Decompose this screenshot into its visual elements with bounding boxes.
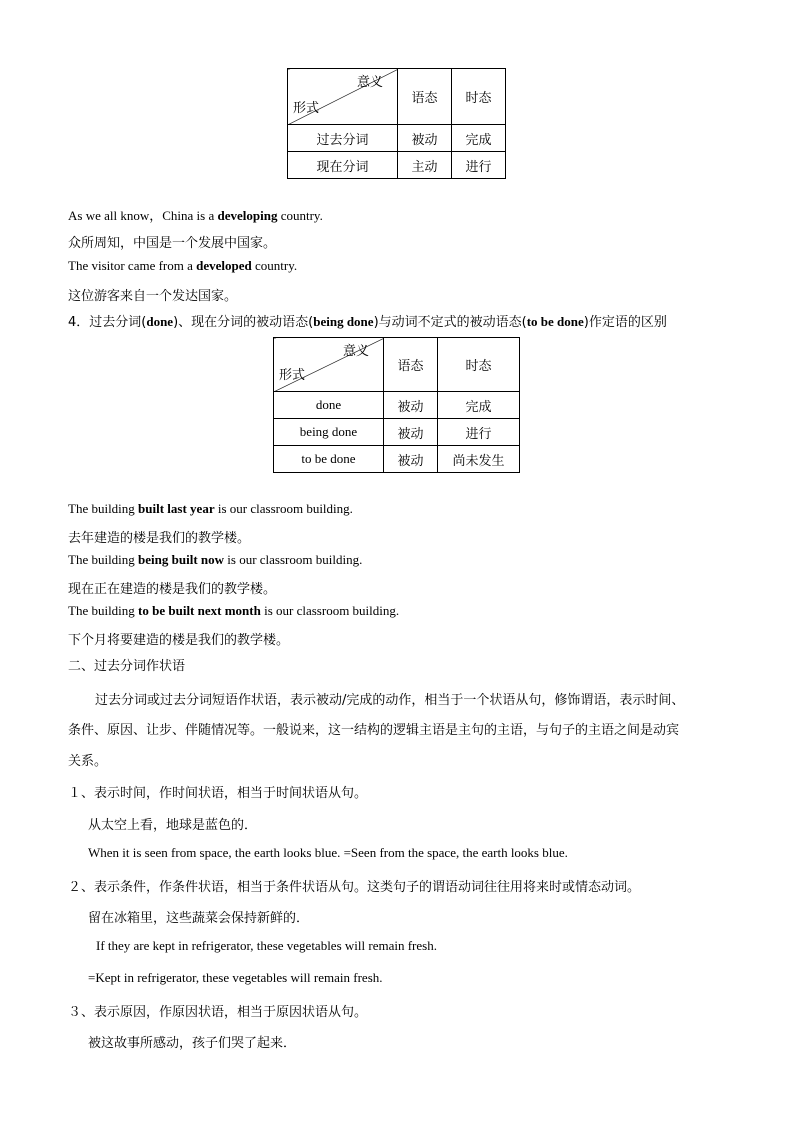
example-sentence-zh: 留在冰箱里，这些蔬菜会保持新鲜的． <box>88 911 310 926</box>
attributive-form-table <box>273 337 520 473</box>
example-sentence-en: As we all know，China is a developing country. <box>68 208 323 223</box>
cell-voice: 被动 <box>384 419 438 446</box>
table-row <box>274 419 520 446</box>
item-title: １、表示时间，作时间状语，相当于时间状语从句。 <box>68 786 368 801</box>
section-title: 二、过去分词作状语 <box>68 659 186 674</box>
example-sentence-zh: 去年建造的楼是我们的教学楼。 <box>68 531 251 546</box>
example-sentence-en: When it is seen from space, the earth looks blue. =Seen from the space, the earth looks blue. <box>88 845 568 860</box>
paragraph-line: 过去分词或过去分词短语作状语，表示被动/完成的动作，相当于一个状语从句，修饰谓语，表示时间、 <box>95 693 685 708</box>
example-sentence-zh: 这位游客来自一个发达国家。 <box>68 289 238 304</box>
table-row <box>274 392 520 419</box>
header-meaning: 意义 <box>342 344 369 359</box>
example-sentence-en: The building being built now is our classroom building. <box>68 552 363 567</box>
item-title: ２、表示条件，作条件状语，相当于条件状语从句。这类句子的谓语动词往往用将来时或情态动词。 <box>68 880 641 895</box>
example-sentence-en: The visitor came from a developed country. <box>68 258 298 273</box>
cell-tense: 尚未发生 <box>438 446 520 473</box>
example-sentence-en: The building to be built next month is our classroom building. <box>68 603 400 618</box>
cell-voice: 被动 <box>398 125 452 152</box>
cell-form: 过去分词 <box>288 125 398 152</box>
table-row <box>288 152 506 179</box>
cell-voice: 被动 <box>384 446 438 473</box>
cell-tense: 完成 <box>452 125 506 152</box>
header-meaning: 意义 <box>356 75 383 90</box>
table-row <box>274 446 520 473</box>
example-sentence-zh: 众所周知，中国是一个发展中国家。 <box>68 236 277 251</box>
cell-form: to be done <box>274 446 384 473</box>
example-sentence-en: =Kept in refrigerator, these vegetables will remain fresh. <box>88 970 383 985</box>
cell-tense: 进行 <box>438 419 520 446</box>
header-voice: 语态 <box>398 69 452 125</box>
header-form: 形式 <box>279 368 306 383</box>
header-tense: 时态 <box>438 338 520 392</box>
header-form: 形式 <box>293 101 320 116</box>
table-diagonal-header <box>274 338 384 392</box>
participle-meaning-table <box>287 68 506 179</box>
example-sentence-zh: 现在正在建造的楼是我们的教学楼。 <box>68 582 277 597</box>
table-diagonal-header <box>288 69 398 125</box>
paragraph-line: 关系。 <box>68 754 108 769</box>
cell-voice: 被动 <box>384 392 438 419</box>
example-sentence-en: The building built last year is our classroom building. <box>68 501 353 516</box>
section-heading-4: 4．过去分词(done)、现在分词的被动语态(being done)与动词不定式的被动语态(to be done)作定语的区别 <box>68 314 667 330</box>
cell-form: done <box>274 392 384 419</box>
header-tense: 时态 <box>452 69 506 125</box>
example-sentence-en: If they are kept in refrigerator, these vegetables will remain fresh. <box>96 938 437 953</box>
example-sentence-zh: 从太空上看，地球是蓝色的． <box>88 818 258 833</box>
table-row <box>288 125 506 152</box>
example-sentence-zh: 被这故事所感动，孩子们哭了起来． <box>88 1036 297 1051</box>
example-sentence-zh: 下个月将要建造的楼是我们的教学楼。 <box>68 633 290 648</box>
cell-tense: 进行 <box>452 152 506 179</box>
header-voice: 语态 <box>384 338 438 392</box>
cell-tense: 完成 <box>438 392 520 419</box>
cell-form: 现在分词 <box>288 152 398 179</box>
cell-voice: 主动 <box>398 152 452 179</box>
paragraph-line: 条件、原因、让步、伴随情况等。一般说来，这一结构的逻辑主语是主句的主语，与句子的主语之间是动宾 <box>68 723 680 738</box>
item-title: ３、表示原因，作原因状语，相当于原因状语从句。 <box>68 1005 368 1020</box>
cell-form: being done <box>274 419 384 446</box>
